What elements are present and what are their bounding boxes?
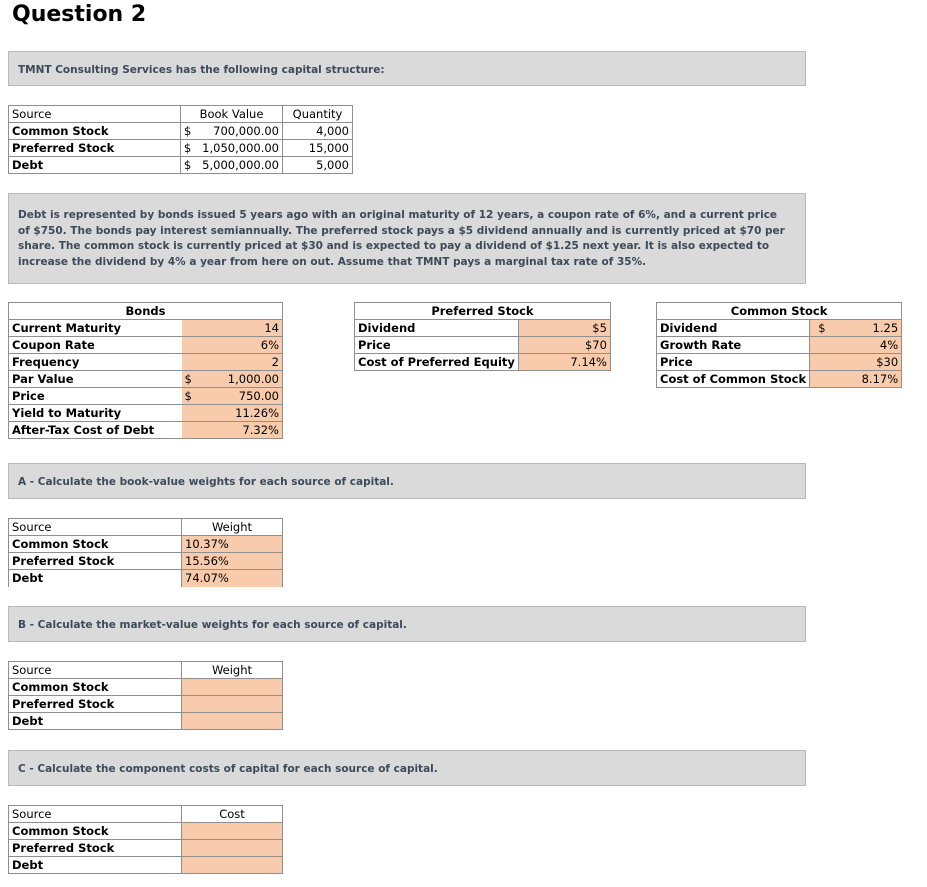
currency-cell[interactable] bbox=[182, 337, 202, 354]
value-cell[interactable]: 1,000.00 bbox=[202, 371, 283, 388]
row-label[interactable]: Cost of Common Stock bbox=[657, 371, 810, 388]
column-header-weight: Weight bbox=[182, 519, 283, 536]
row-label[interactable]: Preferred Stock bbox=[9, 140, 181, 157]
value-cell[interactable]: $5 bbox=[518, 320, 610, 337]
row-label[interactable]: Price bbox=[355, 337, 519, 354]
column-header-book-value: Book Value bbox=[181, 106, 283, 123]
page-title: Question 2 bbox=[12, 2, 147, 27]
column-header-source: Source bbox=[9, 806, 182, 823]
column-header-cost: Cost bbox=[182, 806, 283, 823]
table-row bbox=[657, 320, 902, 337]
currency-cell[interactable] bbox=[810, 354, 834, 371]
value-cell[interactable]: 750.00 bbox=[202, 388, 283, 405]
row-label[interactable]: Frequency bbox=[9, 354, 182, 371]
column-header-source: Source bbox=[9, 106, 181, 123]
table-row bbox=[9, 713, 283, 730]
row-label[interactable]: Coupon Rate bbox=[9, 337, 182, 354]
row-label[interactable]: Dividend bbox=[657, 320, 810, 337]
problem-description-box bbox=[8, 193, 806, 284]
intro-box bbox=[8, 51, 806, 86]
weight-cell[interactable]: 74.07% bbox=[182, 570, 283, 587]
currency-cell[interactable] bbox=[182, 405, 202, 422]
problem-description-text: Debt is represented by bonds issued 5 years ago with an original maturity of 12 years, a coupon rate of 6%, and a current price of $750. The bonds pay interest semiannually. The preferred stock pays a $5 dividend annually and is currently priced at $70 per share. The common stock is currently priced at $30 and is expected to pay a dividend of $1.25 next year. It is also expected to increase the dividend by 4% a year from here on out. Assume that TMNT pays a marginal tax rate of 35%. bbox=[18, 209, 785, 268]
table-row bbox=[9, 536, 283, 553]
table-row bbox=[9, 140, 353, 157]
table-header-row bbox=[9, 106, 353, 123]
part-b-weights-table bbox=[8, 661, 283, 730]
table-row bbox=[9, 320, 283, 337]
row-label[interactable]: Debt bbox=[9, 713, 182, 730]
table-row bbox=[657, 354, 902, 371]
currency-cell[interactable]: $ bbox=[810, 320, 834, 337]
cost-input-cell[interactable] bbox=[182, 823, 283, 840]
quantity-cell[interactable]: 5,000 bbox=[283, 157, 353, 174]
table-row bbox=[355, 354, 611, 371]
table-row bbox=[9, 157, 353, 174]
part-a-weights-table bbox=[8, 518, 283, 587]
table-row bbox=[9, 553, 283, 570]
cost-input-cell[interactable] bbox=[182, 857, 283, 874]
part-c-prompt: C - Calculate the component costs of capital for each source of capital. bbox=[18, 763, 438, 775]
bonds-table bbox=[8, 302, 283, 439]
part-b-prompt-box bbox=[8, 606, 806, 642]
row-label[interactable]: Cost of Preferred Equity bbox=[355, 354, 519, 371]
table-row bbox=[9, 857, 283, 874]
table-row bbox=[355, 320, 611, 337]
value-cell[interactable]: 8.17% bbox=[834, 371, 902, 388]
table-row bbox=[9, 123, 353, 140]
value-cell[interactable]: 6% bbox=[202, 337, 283, 354]
row-label[interactable]: Common Stock bbox=[9, 123, 181, 140]
table-row bbox=[9, 337, 283, 354]
weight-input-cell[interactable] bbox=[182, 713, 283, 730]
weight-input-cell[interactable] bbox=[182, 679, 283, 696]
currency-cell[interactable] bbox=[182, 422, 202, 439]
weight-input-cell[interactable] bbox=[182, 696, 283, 713]
row-label[interactable]: Yield to Maturity bbox=[9, 405, 182, 422]
table-row bbox=[9, 823, 283, 840]
capital-structure-table bbox=[8, 105, 353, 174]
part-c-costs-table bbox=[8, 805, 283, 874]
table-row bbox=[9, 388, 283, 405]
common-stock-header: Common Stock bbox=[657, 303, 902, 320]
value-cell[interactable]: 11.26% bbox=[202, 405, 283, 422]
table-row bbox=[9, 371, 283, 388]
table-row bbox=[9, 696, 283, 713]
preferred-stock-table bbox=[354, 302, 611, 371]
weight-cell[interactable]: 10.37% bbox=[182, 536, 283, 553]
row-label[interactable]: Price bbox=[657, 354, 810, 371]
table-row bbox=[9, 570, 283, 587]
column-header-quantity: Quantity bbox=[283, 106, 353, 123]
value-cell[interactable]: 7.32% bbox=[202, 422, 283, 439]
currency-cell[interactable]: $ bbox=[182, 388, 202, 405]
row-label[interactable]: Preferred Stock bbox=[9, 840, 182, 857]
cost-input-cell[interactable] bbox=[182, 840, 283, 857]
part-a-prompt: A - Calculate the book-value weights for each source of capital. bbox=[18, 476, 394, 488]
value-cell[interactable]: $30 bbox=[834, 354, 902, 371]
row-label[interactable]: Debt bbox=[9, 857, 182, 874]
part-b-prompt: B - Calculate the market-value weights for each source of capital. bbox=[18, 619, 407, 631]
table-row bbox=[9, 405, 283, 422]
value-cell[interactable]: 1.25 bbox=[834, 320, 902, 337]
table-row bbox=[9, 840, 283, 857]
value-cell[interactable]: 2 bbox=[202, 354, 283, 371]
row-label[interactable]: Common Stock bbox=[9, 536, 182, 553]
row-label[interactable]: Current Maturity bbox=[9, 320, 182, 337]
intro-text: TMNT Consulting Services has the following capital structure: bbox=[18, 64, 385, 76]
book-value-cell[interactable]: $ 700,000.00 bbox=[181, 123, 283, 140]
currency-cell[interactable]: $ bbox=[182, 371, 202, 388]
row-label[interactable]: Preferred Stock bbox=[9, 696, 182, 713]
row-label[interactable]: Debt bbox=[9, 157, 181, 174]
column-header-source: Source bbox=[9, 662, 182, 679]
table-row bbox=[9, 422, 283, 439]
currency-cell[interactable] bbox=[182, 320, 202, 337]
row-label[interactable]: Debt bbox=[9, 570, 182, 587]
currency-cell[interactable] bbox=[810, 337, 834, 354]
quantity-cell[interactable]: 4,000 bbox=[283, 123, 353, 140]
currency-cell[interactable] bbox=[810, 371, 834, 388]
row-label[interactable]: Growth Rate bbox=[657, 337, 810, 354]
quantity-cell[interactable]: 15,000 bbox=[283, 140, 353, 157]
book-value-cell[interactable]: $ 1,050,000.00 bbox=[181, 140, 283, 157]
common-stock-table bbox=[656, 302, 902, 388]
value-cell[interactable]: 7.14% bbox=[518, 354, 610, 371]
value-cell[interactable]: $70 bbox=[518, 337, 610, 354]
row-label[interactable]: Common Stock bbox=[9, 679, 182, 696]
part-c-prompt-box bbox=[8, 750, 806, 786]
row-label[interactable]: Par Value bbox=[9, 371, 182, 388]
part-a-prompt-box bbox=[8, 463, 806, 499]
row-label[interactable]: Preferred Stock bbox=[9, 553, 182, 570]
preferred-stock-header: Preferred Stock bbox=[355, 303, 611, 320]
table-row bbox=[9, 679, 283, 696]
row-label[interactable]: After-Tax Cost of Debt bbox=[9, 422, 182, 439]
row-label[interactable]: Common Stock bbox=[9, 823, 182, 840]
currency-cell[interactable] bbox=[182, 354, 202, 371]
table-row bbox=[355, 337, 611, 354]
book-value-cell[interactable]: $ 5,000,000.00 bbox=[181, 157, 283, 174]
column-header-weight: Weight bbox=[182, 662, 283, 679]
table-row bbox=[657, 337, 902, 354]
value-cell[interactable]: 4% bbox=[834, 337, 902, 354]
table-row bbox=[9, 354, 283, 371]
row-label[interactable]: Dividend bbox=[355, 320, 519, 337]
row-label[interactable]: Price bbox=[9, 388, 182, 405]
weight-cell[interactable]: 15.56% bbox=[182, 553, 283, 570]
table-row bbox=[657, 371, 902, 388]
value-cell[interactable]: 14 bbox=[202, 320, 283, 337]
column-header-source: Source bbox=[9, 519, 182, 536]
bonds-header: Bonds bbox=[9, 303, 283, 320]
